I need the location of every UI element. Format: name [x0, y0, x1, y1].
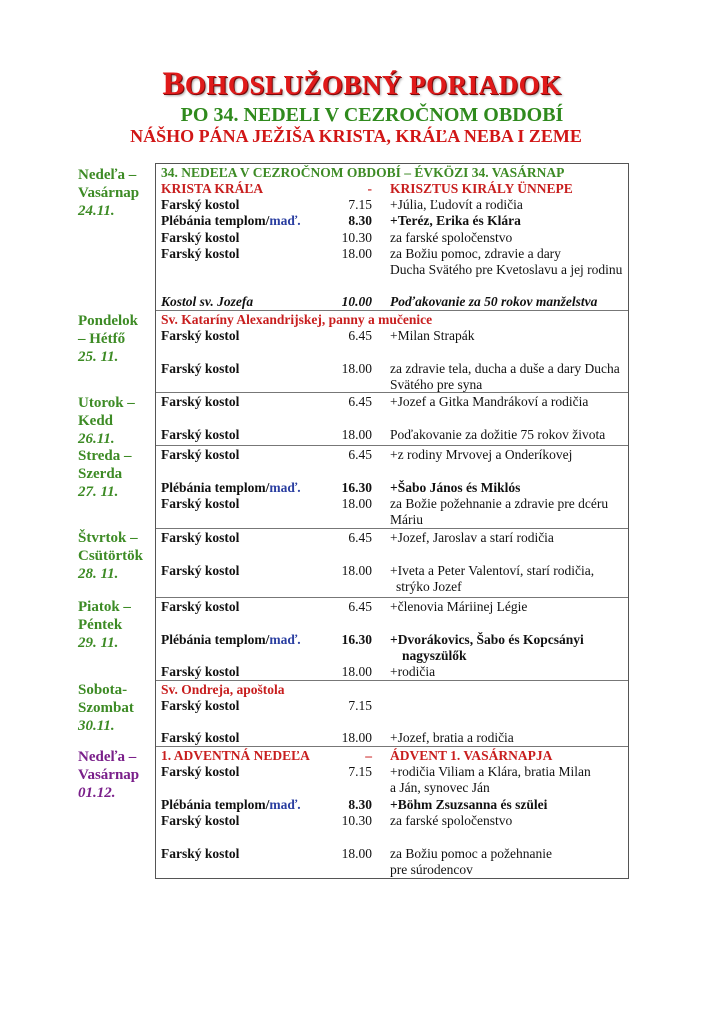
table-row: Kostol sv. Jozefa 10.00 Poďakovanie za 50 rokov manželstva — [161, 294, 598, 309]
table-row: Farský kostol 6.45 +členovia Máriinej Légie — [161, 599, 528, 614]
table-row: Máriu — [390, 512, 423, 527]
subtitle-1: PO 34. NEDELI V CEZROČNOM OBDOBÍ — [180, 104, 564, 126]
divider — [156, 597, 628, 598]
table-row: Svätého pre syna — [390, 377, 483, 392]
schedule-table — [155, 163, 629, 879]
table-row: Farský kostol 6.45 +Jozef a Gitka Mandrákoví a rodičia — [161, 394, 589, 409]
day-label: Piatok – Péntek 29. 11. — [78, 599, 131, 651]
divider — [156, 310, 628, 311]
day-label: Nedeľa – Vasárnap 01.12. — [78, 749, 140, 801]
table-row: Farský kostol 6.45 +Milan Strapák — [161, 328, 475, 343]
table-row: Plébánia templom/maď. 16.30 +Šabo János és Miklós — [161, 480, 521, 495]
table-row: Farský kostol 18.00 Poďakovanie za dožitie 75 rokov života — [161, 427, 606, 442]
divider — [156, 746, 628, 747]
table-row: Plébánia templom/maď. 8.30 +Teréz, Erika és Klára — [161, 213, 521, 228]
table-row: Farský kostol 6.45 +Jozef, Jaroslav a starí rodičia — [161, 530, 554, 545]
feast-heading: Sv. Kataríny Alexandrijskej, panny a mučenice — [161, 312, 433, 327]
table-row: Farský kostol 6.45 +z rodiny Mrvovej a Onderíkovej — [161, 447, 573, 462]
divider — [156, 680, 628, 681]
feast-heading: KRISTA KRÁĽA - KRISZTUS KIRÁLY ÜNNEPE — [161, 181, 573, 196]
table-row: Farský kostol 7.15 +rodičia Viliam a Klára, bratia Milan — [161, 764, 591, 779]
table-row: Farský kostol 7.15 — [161, 698, 372, 713]
divider — [156, 445, 628, 446]
table-row: Farský kostol 18.00 +rodičia — [161, 664, 436, 679]
table-row: Farský kostol 18.00 +Iveta a Peter Valentoví, starí rodičia, — [161, 563, 595, 578]
table-row: Farský kostol 18.00 za Božiu pomoc a požehnanie — [161, 846, 552, 861]
feast-heading: Sv. Ondreja, apoštola — [161, 682, 285, 697]
table-row: Farský kostol 18.00 +Jozef, bratia a rodičia — [161, 730, 514, 745]
day-label: Streda – Szerda 27. 11. — [78, 448, 132, 500]
table-row: Farský kostol 18.00 za Božiu pomoc, zdravie a dary — [161, 246, 561, 261]
day-label: Štvrtok – Csütörtök 28. 11. — [78, 530, 144, 582]
page-title-initial: B — [162, 66, 185, 102]
day-label: Sobota- Szombat 30.11. — [78, 682, 134, 734]
table-row: strýko Jozef — [396, 579, 462, 594]
page-title-rest: OHOSLUŽOBNÝ PORIADOK — [184, 70, 562, 100]
table-row: a Ján, synovec Ján — [390, 780, 490, 795]
table-row: Plébánia templom/maď. 8.30 +Böhm Zsuzsanna és szülei — [161, 797, 548, 812]
table-row: Farský kostol 18.00 za Božie požehnanie a zdravie pre dcéru — [161, 496, 609, 511]
day-label: Pondelok – Hétfő 25. 11. — [78, 313, 139, 365]
table-row: Ducha Svätého pre Kvetoslavu a jej rodinu — [390, 262, 623, 277]
table-row: Plébánia templom/maď. 16.30 +Dvorákovics, Šabo és Kopcsányi — [161, 632, 584, 647]
table-row: pre súrodencov — [390, 862, 473, 877]
feast-heading: 34. NEDEĽA V CEZROČNOM OBDOBÍ – ÉVKÖZI 34. VASÁRNAP — [161, 165, 565, 180]
day-label: Nedeľa – Vasárnap 24.11. — [78, 167, 140, 219]
table-row: Farský kostol 10.30 za farské spoločenstvo — [161, 230, 513, 245]
page-title — [0, 66, 724, 103]
feast-heading: 1. ADVENTNÁ NEDEĽA – ÁDVENT 1. VASÁRNAPJA — [161, 748, 553, 763]
table-row: Farský kostol 10.30 za farské spoločenstvo — [161, 813, 513, 828]
table-row: Farský kostol 7.15 +Júlia, Ľudovít a rodičia — [161, 197, 523, 212]
subtitle-2: NÁŠHO PÁNA JEŽIŠA KRISTA, KRÁĽA NEBA I ZEME — [130, 126, 582, 146]
table-row: Farský kostol 18.00 za zdravie tela, ducha a duše a dary Ducha — [161, 361, 620, 376]
divider — [156, 528, 628, 529]
day-label: Utorok – Kedd 26.11. — [78, 395, 135, 447]
table-row: nagyszülők — [402, 648, 467, 663]
